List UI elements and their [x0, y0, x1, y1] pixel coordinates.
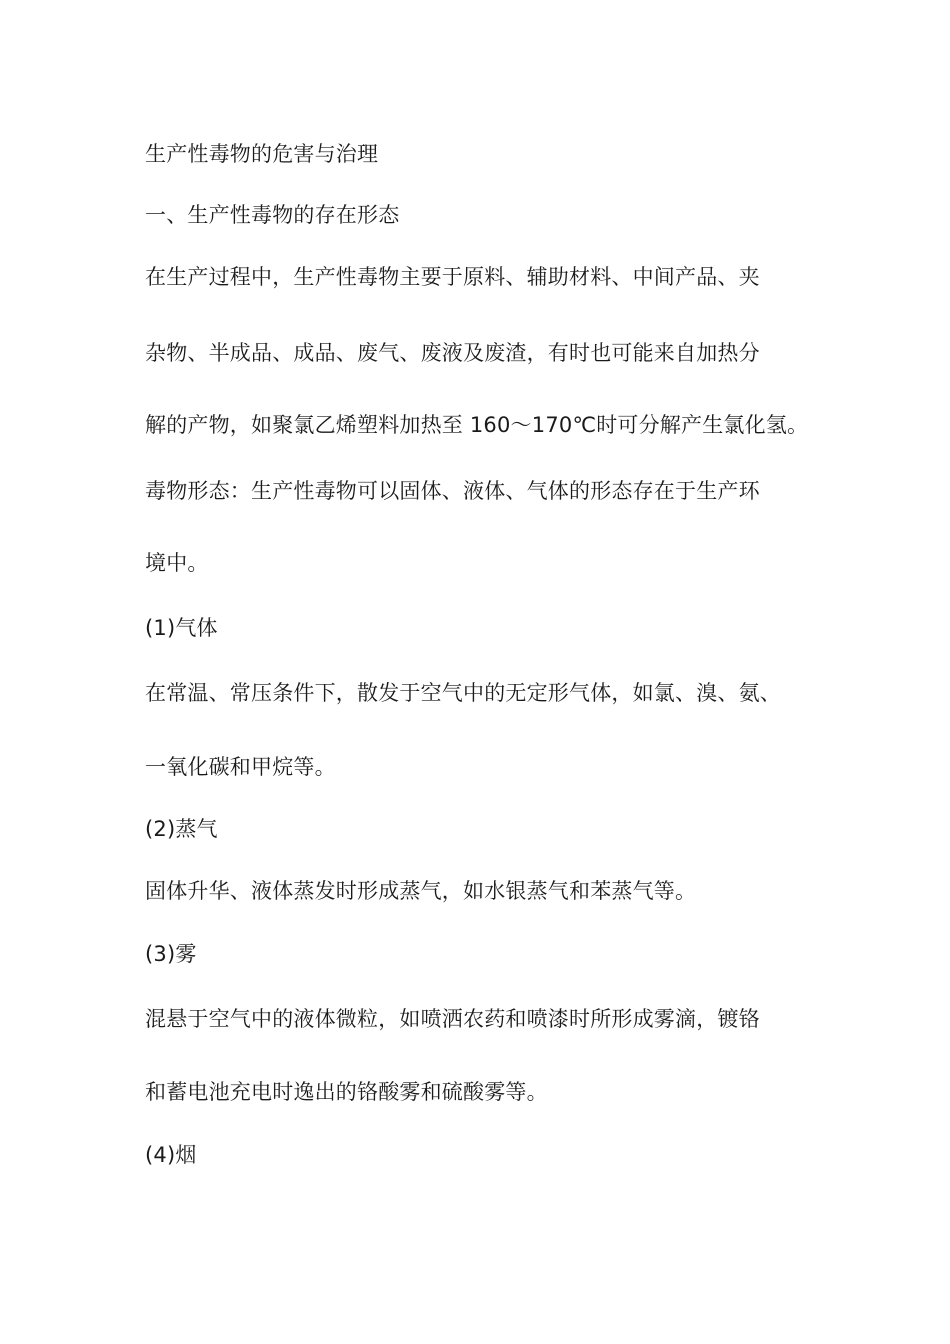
- item-heading: (2)蒸气: [145, 817, 218, 841]
- paragraph-line: 在生产过程中，生产性毒物主要于原料、辅助材料、中间产品、夹: [145, 265, 760, 289]
- item-heading: (3)雾: [145, 942, 197, 966]
- paragraph-line: 混悬于空气中的液体微粒，如喷洒农药和喷漆时所形成雾滴，镀铬: [145, 1007, 760, 1031]
- paragraph-line: 解的产物，如聚氯乙烯塑料加热至 160～170℃时可分解产生氯化氢。: [145, 413, 809, 437]
- paragraph-line: 在常温、常压条件下，散发于空气中的无定形气体，如氯、溴、氨、: [145, 681, 781, 705]
- paragraph-line: 固体升华、液体蒸发时形成蒸气，如水银蒸气和苯蒸气等。: [145, 879, 697, 903]
- paragraph-line: 境中。: [145, 551, 209, 575]
- paragraph-line: 和蓄电池充电时逸出的铬酸雾和硫酸雾等。: [145, 1080, 548, 1104]
- item-heading: (4)烟: [145, 1143, 197, 1167]
- paragraph-line: 毒物形态：生产性毒物可以固体、液体、气体的形态存在于生产环: [145, 479, 760, 503]
- paragraph-line: 一氧化碳和甲烷等。: [145, 755, 336, 779]
- section-heading: 一、生产性毒物的存在形态: [145, 203, 400, 227]
- paragraph-line: 杂物、半成品、成品、废气、废液及废渣，有时也可能来自加热分: [145, 341, 760, 365]
- item-heading: (1)气体: [145, 616, 218, 640]
- document-title: 生产性毒物的危害与治理: [145, 142, 379, 166]
